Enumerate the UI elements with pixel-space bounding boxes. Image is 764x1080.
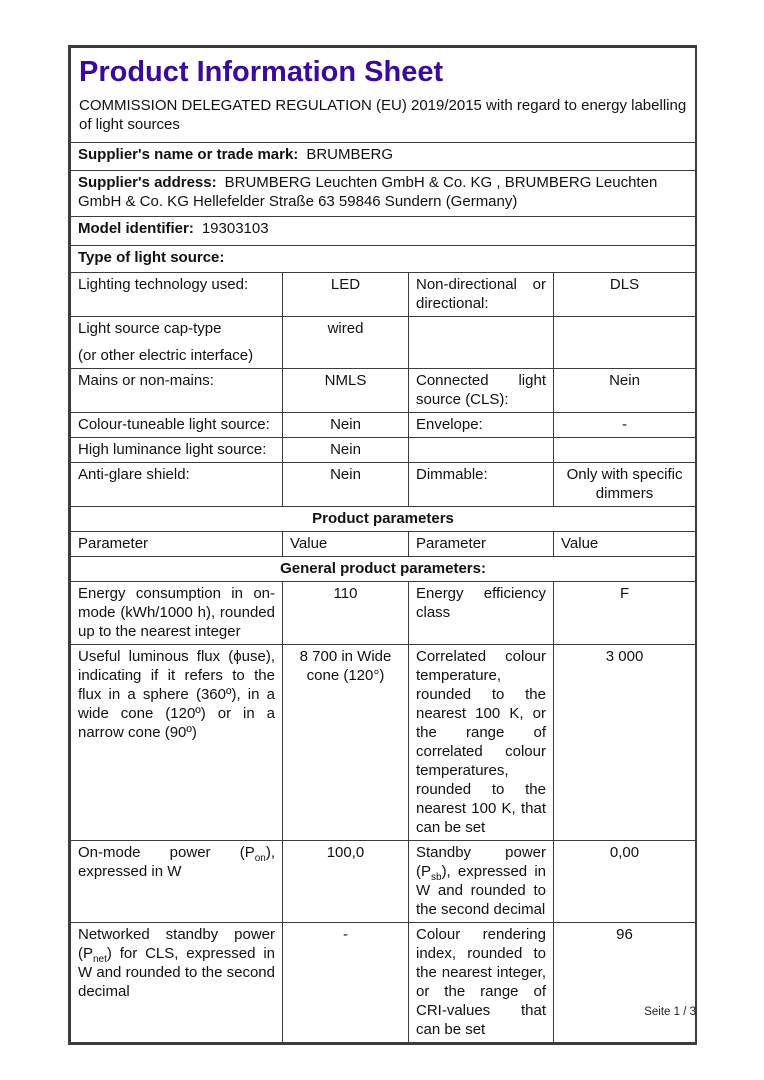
param-label-cell <box>409 317 554 369</box>
param-label-cell: Correlated colour temperature, rounded to the nearest 100 K, or the range of correlated colour temperatures, rounded to the nearest 100 K, that can be set <box>409 645 554 841</box>
value-cell: Nein <box>283 463 409 507</box>
param-label-cell <box>409 841 554 923</box>
label-text: On-mode power (P <box>78 844 255 861</box>
regulation-subtitle: COMMISSION DELEGATED REGULATION (EU) 2019/2015 with regard to energy labelling of light sources <box>79 97 687 133</box>
type-of-light-source-label: Type of light source: <box>78 249 225 266</box>
cap-type-line1: Light source cap-type <box>78 320 222 337</box>
label-subscript: sb <box>431 872 442 883</box>
column-header-parameter: Parameter <box>71 532 283 557</box>
supplier-name-label: Supplier's name or trade mark: <box>78 146 299 163</box>
section-header-row <box>71 557 696 582</box>
table-row <box>71 841 696 923</box>
param-label-cell <box>71 923 283 1043</box>
table-row <box>71 413 696 438</box>
param-label-cell: Envelope: <box>409 413 554 438</box>
param-label-cell: Colour rendering index, rounded to the nearest integer, or the range of CRI-values that can be set <box>409 923 554 1043</box>
value-cell: NMLS <box>283 369 409 413</box>
table-row <box>71 317 696 369</box>
value-cell: 8 700 in Wide cone (120°) <box>283 645 409 841</box>
label-text: Standby power (P <box>416 844 546 880</box>
supplier-name-row <box>71 143 696 171</box>
label-subscript: on <box>254 853 266 864</box>
param-label-cell: Lighting technology used: <box>71 273 283 317</box>
table-row <box>71 369 696 413</box>
param-label-cell: Anti-glare shield: <box>71 463 283 507</box>
title-cell <box>71 48 696 143</box>
page-number: Seite 1 / 3 <box>644 1006 696 1018</box>
label-text: ) for CLS, expressed in W and rounded to the second decimal <box>78 945 275 1000</box>
product-info-sheet <box>68 45 697 1045</box>
supplier-address-cell <box>71 171 696 217</box>
supplier-name-cell <box>71 143 696 171</box>
table-row <box>71 923 696 1043</box>
table-row <box>71 463 696 507</box>
param-label-cell: Dimmable: <box>409 463 554 507</box>
table-row <box>71 582 696 645</box>
type-of-light-source-row <box>71 246 696 273</box>
label-subscript: net <box>93 954 107 965</box>
param-label-cell: Energy consumption in on-mode (kWh/1000 h), rounded up to the nearest integer <box>71 582 283 645</box>
general-product-parameters-header: General product parameters: <box>71 557 696 582</box>
table-row <box>71 273 696 317</box>
value-cell: - <box>554 413 696 438</box>
value-cell: wired <box>283 317 409 369</box>
value-cell: 96 <box>554 923 696 1043</box>
title-row <box>71 48 696 143</box>
value-cell: Nein <box>283 413 409 438</box>
value-cell: 0,00 <box>554 841 696 923</box>
param-label-cell: Non-directional or directional: <box>409 273 554 317</box>
value-cell: Only with specific dimmers <box>554 463 696 507</box>
model-identifier-label: Model identifier: <box>78 220 194 237</box>
param-label-cell: Colour-tuneable light source: <box>71 413 283 438</box>
page-title: Product Information Sheet <box>79 56 444 88</box>
model-identifier-cell <box>71 217 696 246</box>
value-cell: 110 <box>283 582 409 645</box>
label-text: ), expressed in W <box>78 844 275 880</box>
value-cell <box>554 317 696 369</box>
param-label-cell: Energy efficiency class <box>409 582 554 645</box>
label-text: Networked standby power (P <box>78 926 275 962</box>
column-header-value: Value <box>283 532 409 557</box>
section-header-row <box>71 507 696 532</box>
param-label-cell: Useful luminous flux (ϕuse), indicating if it refers to the flux in a sphere (360º), in a wide cone (120º) or in a narrow cone (90º) <box>71 645 283 841</box>
table-row <box>71 645 696 841</box>
supplier-address-row <box>71 171 696 217</box>
column-header-parameter: Parameter <box>409 532 554 557</box>
param-label-cell <box>409 438 554 463</box>
type-of-light-source-cell <box>71 246 696 273</box>
value-cell: F <box>554 582 696 645</box>
value-cell: DLS <box>554 273 696 317</box>
param-label-cell: Connected light source (CLS): <box>409 369 554 413</box>
value-cell: Nein <box>554 369 696 413</box>
model-identifier-value: 19303103 <box>201 220 269 237</box>
column-header-row <box>71 532 696 557</box>
param-label-cell: Mains or non-mains: <box>71 369 283 413</box>
value-cell <box>554 438 696 463</box>
column-header-value: Value <box>554 532 696 557</box>
supplier-name-value: BRUMBERG <box>306 146 393 163</box>
value-cell: 100,0 <box>283 841 409 923</box>
param-label-cell <box>71 317 283 369</box>
product-parameters-header: Product parameters <box>71 507 696 532</box>
value-cell: LED <box>283 273 409 317</box>
value-cell: - <box>283 923 409 1043</box>
label-text: ), expressed in W and rounded to the second decimal <box>416 863 546 918</box>
supplier-address-label: Supplier's address: <box>78 174 217 191</box>
param-label-cell: High luminance light source: <box>71 438 283 463</box>
cap-type-line2: (or other electric interface) <box>78 347 254 364</box>
table-row <box>71 438 696 463</box>
value-cell: 3 000 <box>554 645 696 841</box>
param-label-cell <box>71 841 283 923</box>
supplier-address-value: BRUMBERG Leuchten GmbH & Co. KG , BRUMBERG Leuchten GmbH & Co. KG Hellefelder Straße 63 59846 Sundern (Germany) <box>78 174 658 210</box>
model-identifier-row <box>71 217 696 246</box>
value-cell: Nein <box>283 438 409 463</box>
product-info-table <box>70 47 696 1043</box>
